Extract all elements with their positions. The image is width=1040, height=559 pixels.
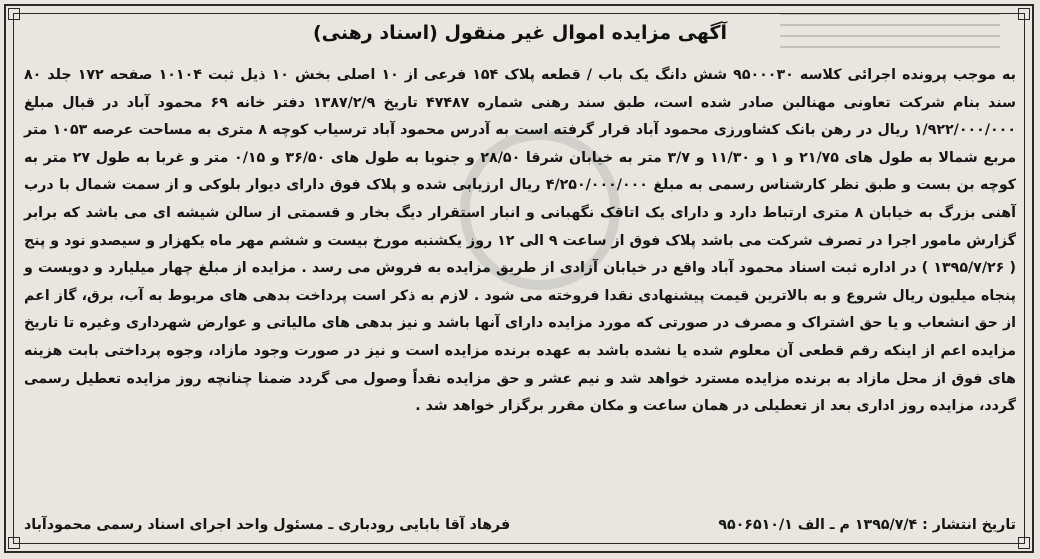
- notice-title: آگهی مزایده اموال غیر منقول (اسناد رهنی): [312, 22, 728, 44]
- notice-body: به موجب پرونده اجرائی کلاسه ۹۵۰۰۰۳۰ شش دانگ یک باب / قطعه پلاک ۱۵۴ فرعی از ۱۰ اصلی بخش ۱۰ ذیل ثبت ۱۰۱۰۴ صفحه ۱۷۲ جلد ۸۰ سند بنام شرکت تعاونی مهنالبن صادر شده است، طبق سند رهنی شماره ۴۷۴۸۷ تاریخ ۱۳۸۷/۲/۹ دفتر خانه ۶۹ محمود آباد در قبال مبلغ ۱/۹۲۲/۰۰۰/۰۰۰ ریال در رهن بانک کشاورزی محمود آباد قرار گرفته است به آدرس محمود آباد ترسیاب کوچه ۸ متری به مساحت عرصه ۱۰۵۳ متر مربع شمالا به طول های ۲۱/۷۵ و ۱ و ۱۱/۳۰ و ۳/۷ متر به خیابان شرقا ۲۸/۵۰ و جنوبا به طول های ۳۶/۵۰ و ۰/۱۵ متر و غربا به طول ۲۷ متر به کوچه بن بست و طبق نظر کارشناس رسمی به مبلغ ۴/۲۵۰/۰۰۰/۰۰۰ ریال ارزیابی شده و پلاک فوق دارای دیوار بلوکی و از سمت شمال با درب آهنی بزرگ به خیابان ۸ متری ارتباط دارد و دارای یک اتاقک نگهبانی و انبار استقرار دیگ بخار و قسمتی از سالن شیشه ای می باشد که برابر گزارش مامور اجرا در تصرف شرکت می باشد پلاک فوق از ساعت ۹ الی ۱۲ روز یکشنبه مورخ بیست و ششم مهر ماه یکهزار و سیصدو نود و پنج ( ۱۳۹۵/۷/۲۶ ) در اداره ثبت اسناد محمود آباد واقع در خیابان آزادی از طریق مزایده به فروش می رسد . مزایده از مبلغ چهار میلیارد و دویست و پنجاه میلیون ریال شروع و به بالاترین قیمت پیشنهادی نقدا فروخته می شود . لازم به ذکر است پرداخت بدهی های مربوط به آب، برق، گاز اعم از حق انشعاب و یا حق اشتراک و مصرف در صورتی که مورد مزایده دارای آنها باشد و نیز بدهی های مالیاتی و عوارض شهرداری وغیره تا تاریخ مزایده اعم از اینکه رقم قطعی آن معلوم شده یا نشده باشد به عهده برنده مزایده است و نیز در صورت وجود مازاد، وجوه پرداختی بابت هزینه های فوق از محل مازاد به برنده مزایده مسترد خواهد شد و نیم عشر و حق مزایده نقداً وصول می گردد ضمنا چنانچه روز مزایده تعطیل رسمی گردد، مزایده روز اداری بعد از تعطیلی در همان ساعت و مکان مقرر برگزار خواهد شد .: [24, 67, 1017, 415]
- publication-date: تاریخ انتشار : ۱۳۹۵/۷/۴ م ـ الف ۹۵۰۶۵۱۰/۱: [718, 517, 1016, 533]
- notice-footer: [24, 510, 1016, 540]
- signer-name: فرهاد آقا بابایی رودباری ـ مسئول واحد اجرای اسناد رسمی محمودآباد: [24, 517, 511, 533]
